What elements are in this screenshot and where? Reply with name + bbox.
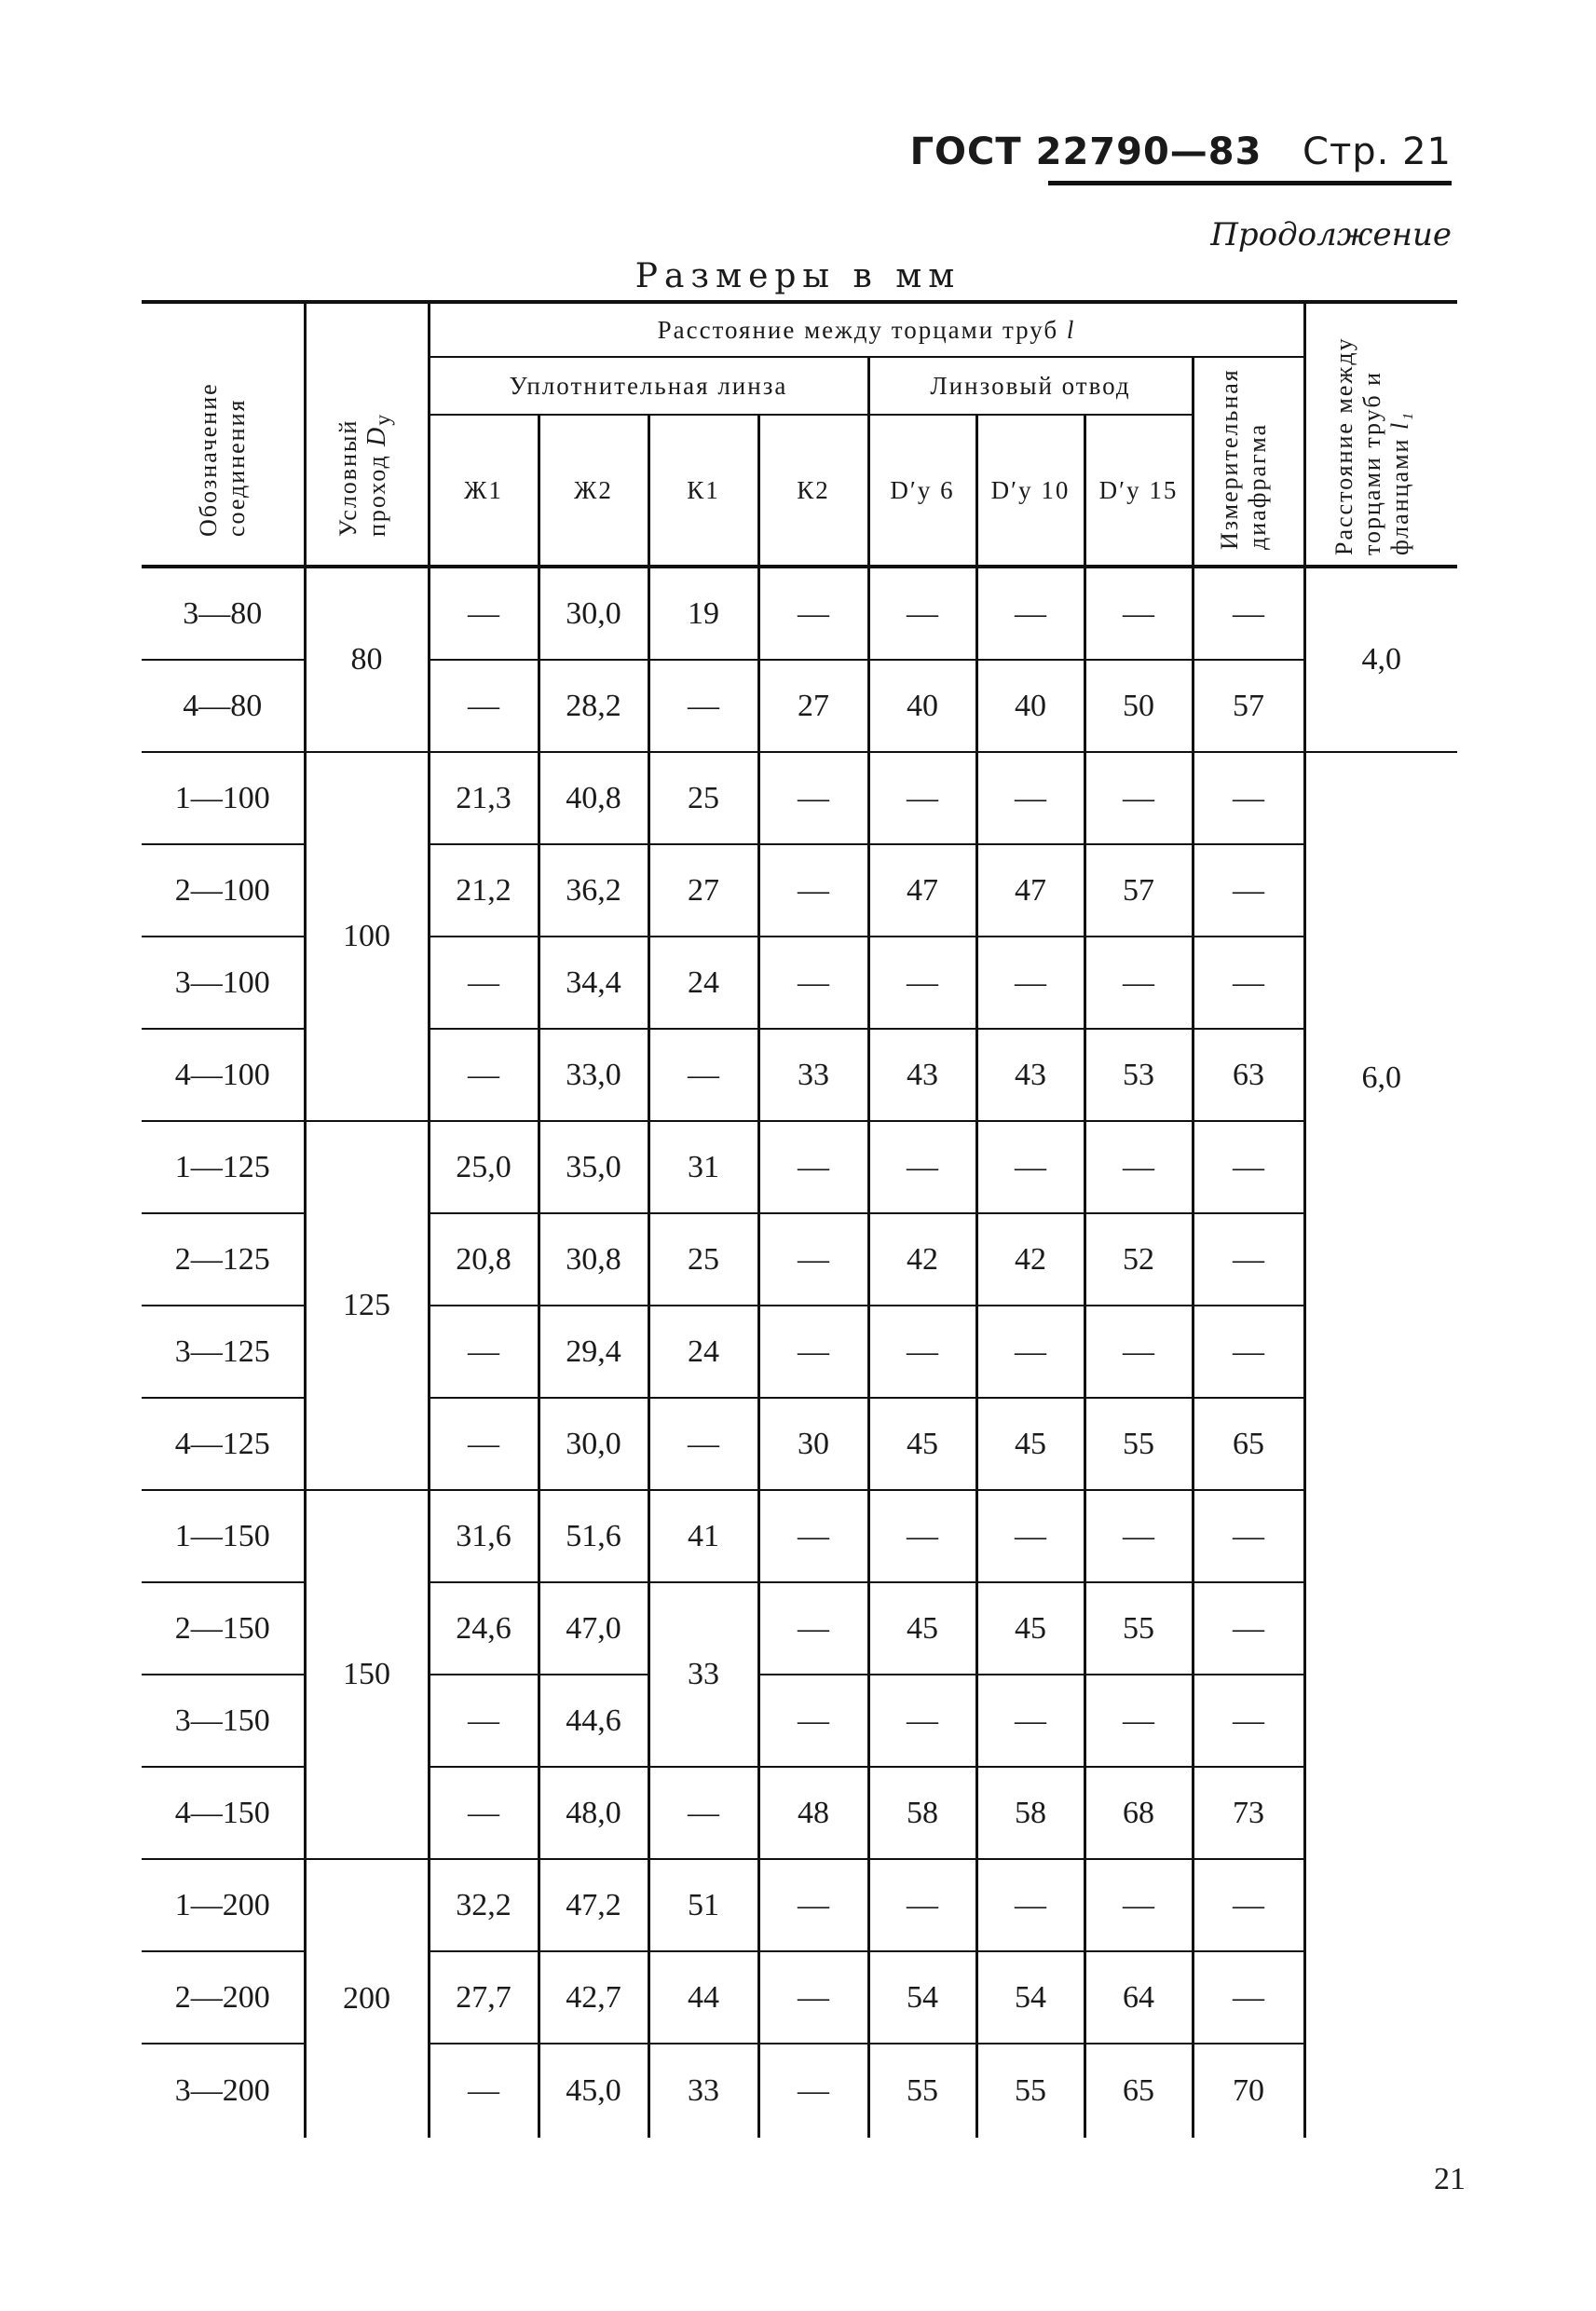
dimensions-table bbox=[142, 300, 1457, 2138]
table-row: 2—200 27,7 42,7 44 — 54 54 64 — bbox=[142, 1951, 1457, 2044]
col-header-k2: К2 bbox=[758, 415, 868, 567]
table-row: 3—100 — 34,4 24 — — — — — bbox=[142, 937, 1457, 1029]
table-row: 4—125 — 30,0 — 30 45 45 55 65 bbox=[142, 1398, 1457, 1490]
col-header-k1: К1 bbox=[648, 415, 758, 567]
col-header-nominal-bore: Условный проход $D_у$ bbox=[305, 302, 429, 567]
page-label: Стр. 21 bbox=[1303, 130, 1452, 173]
col-header-dy15: D′у 15 bbox=[1084, 415, 1193, 567]
header-rule bbox=[1048, 181, 1452, 185]
group-header-distance-pipes: Расстояние между торцами труб l bbox=[429, 302, 1304, 357]
table-row: 3—200 — 45,0 33 — 55 55 65 70 bbox=[142, 2044, 1457, 2138]
table-row: 4—150 — 48,0 — 48 58 58 68 73 bbox=[142, 1767, 1457, 1859]
table-row: 2—125 20,8 30,8 25 — 42 42 52 — bbox=[142, 1213, 1457, 1306]
dy-group: 150 bbox=[305, 1490, 429, 1859]
dy-group: 100 bbox=[305, 752, 429, 1121]
col-header-designation: Обозначение соединения bbox=[142, 302, 305, 567]
table-row: 3—80 80 — 30,0 19 — — — — — 4,0 bbox=[142, 567, 1457, 660]
table-row: 2—100 21,2 36,2 27 — 47 47 57 — bbox=[142, 844, 1457, 937]
units-caption: Размеры в мм bbox=[634, 257, 962, 295]
table-row: 4—100 — 33,0 — 33 43 43 53 63 bbox=[142, 1029, 1457, 1121]
table-row: 4—80 — 28,2 — 27 40 40 50 57 bbox=[142, 660, 1457, 752]
table-row: 1—150 150 31,6 51,6 41 — — — — — bbox=[142, 1490, 1457, 1582]
standard-number: ГОСТ 22790—83 bbox=[909, 130, 1262, 173]
continuation-label: Продолжение bbox=[1210, 216, 1452, 253]
group-header-sealing-lens: Уплотнительная линза bbox=[429, 357, 868, 415]
col-header-zh2: Ж2 bbox=[539, 415, 648, 567]
col-header-distance-flanges: Расстояние между торцами труб и фланцами l₁ bbox=[1304, 302, 1457, 567]
col-header-dy6: D′у 6 bbox=[868, 415, 976, 567]
col-header-diaphragm: Измерительная диафрагма bbox=[1193, 357, 1304, 567]
table-row: 3—150 — 44,6 — — — — — bbox=[142, 1675, 1457, 1767]
dy-group: 200 bbox=[305, 1859, 429, 2138]
table-row: 1—100 100 21,3 40,8 25 — — — — — 6,0 bbox=[142, 752, 1457, 844]
page-number: 21 bbox=[1434, 2162, 1466, 2196]
table-row: 1—200 200 32,2 47,2 51 — — — — — bbox=[142, 1859, 1457, 1951]
group-header-lens-bend: Линзовый отвод bbox=[868, 357, 1193, 415]
col-header-dy10: D′у 10 bbox=[976, 415, 1084, 567]
flange-distance: 4,0 bbox=[1304, 567, 1457, 752]
table-row: 1—125 125 25,0 35,0 31 — — — — — bbox=[142, 1121, 1457, 1213]
col-header-zh1: Ж1 bbox=[429, 415, 539, 567]
table-row: 2—150 24,6 47,0 33 — 45 45 55 — bbox=[142, 1582, 1457, 1675]
table-row: 3—125 — 29,4 24 — — — — — bbox=[142, 1306, 1457, 1398]
document-header bbox=[910, 130, 1452, 173]
dy-group: 80 bbox=[305, 567, 429, 752]
dy-group: 125 bbox=[305, 1121, 429, 1490]
flange-distance: 6,0 bbox=[1304, 752, 1457, 2138]
